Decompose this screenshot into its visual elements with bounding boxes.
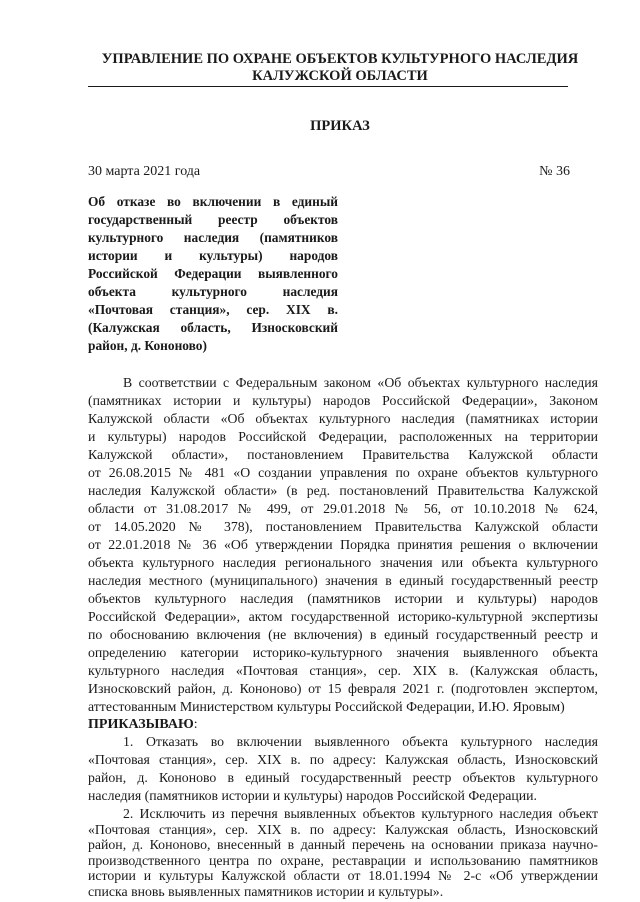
preamble-line: Калужской области», постановлением Правительства Калужской области <box>88 447 598 462</box>
preamble-line: В соответствии с Федеральным законом «Об объектах культурного наследия <box>123 375 598 390</box>
title-line: Об отказе во включении в единый <box>88 194 338 209</box>
item-line: 2. Исключить из перечня выявленных объектов культурного наследия объект <box>123 806 598 821</box>
preamble-line: аттестованным Министерством культуры Российской Федерации, И.Ю. Яровым) <box>88 699 565 714</box>
preamble-line: от 22.01.2018 № 36 «Об утверждении Порядка принятия решения о включении <box>88 537 598 552</box>
preamble-line: объектов культурного наследия (памятников истории и культуры) народов <box>88 591 598 606</box>
title-line: Российской Федерации выявленного <box>88 266 338 281</box>
header-underline <box>88 86 568 87</box>
title-line: объекта культурного наследия <box>88 284 338 299</box>
preamble-line: по обоснованию включения (не включения) в единый государственный реестр и <box>88 627 598 642</box>
preamble-line: (памятниках истории и культуры) народов Российской Федерации», Законом <box>88 393 598 408</box>
preamble-line: наследия местного (муниципального) значения в единый государственный реестр <box>88 573 598 588</box>
preamble-line: культурного наследия «Почтовая станция», сер. XIX в. (Калужская область, <box>88 663 598 678</box>
item-line: производственного центра по охране, реставрации и использованию памятников <box>88 852 598 868</box>
item-line: «Почтовая станция», сер. XIX в. по адресу: Калужская область, Износковский <box>88 821 598 837</box>
title-line: государственный реестр объектов <box>88 212 338 227</box>
item-line: район, д. Кононово в единый государственный реестр объектов культурного <box>88 770 598 785</box>
agency-name-line2: КАЛУЖСКОЙ ОБЛАСТИ <box>252 68 428 84</box>
order-word: ПРИКАЗЫВАЮ <box>88 717 194 732</box>
title-line: истории и культуры) народов <box>88 248 338 263</box>
document-date: 30 марта 2021 года <box>88 164 201 179</box>
document-number: № 36 <box>539 164 570 179</box>
item-line: списка вновь выявленных памятников истории и культуры». <box>88 883 444 899</box>
preamble-line: Износковский район, д. Кононово) от 15 февраля 2021 г. (подготовлен экспертом, <box>88 681 598 696</box>
preamble-line: Калужской области «Об объектах культурного наследия (памятниках истории <box>88 411 598 426</box>
preamble-line: области от 31.08.2017 № 499, от 29.01.2018 № 56, от 10.10.2018 № 624, <box>88 501 598 516</box>
preamble-line: объекта культурного наследия регионального значения или объекта культурного <box>88 555 598 570</box>
title-line: культурного наследия (памятников <box>88 230 338 245</box>
item-line: «Почтовая станция», сер. XIX в. по адресу: Калужская область, Износковский <box>88 752 598 767</box>
agency-name-line1: УПРАВЛЕНИЕ ПО ОХРАНЕ ОБЪЕКТОВ КУЛЬТУРНОГО НАСЛЕДИЯ <box>101 51 579 67</box>
preamble-line: Российской Федерации», актом государственной историко-культурной экспертизы <box>88 609 598 624</box>
item-line: район, д. Кононово, внесенный в данный перечень на основании приказа научно- <box>88 837 598 852</box>
order-heading <box>88 715 598 734</box>
order-colon: : <box>193 716 198 731</box>
preamble-line: определению категории историко-культурного значения выявленного объекта <box>88 645 598 660</box>
item-line: истории и культуры Калужской области от 18.01.1994 № 2-с «Об утверждении <box>88 868 598 883</box>
preamble-line: от 26.08.2015 № 481 «О создании управления по охране объектов культурного <box>88 465 598 480</box>
item-line: 1. Отказать во включении выявленного объекта культурного наследия <box>123 734 598 749</box>
document-type: ПРИКАЗ <box>310 118 370 134</box>
title-line: район, д. Кононово) <box>88 338 207 353</box>
title-line: (Калужская область, Износковский <box>88 320 338 335</box>
item-line: наследия (памятников истории и культуры) народов Российской Федерации. <box>88 788 537 803</box>
preamble-line: от 14.05.2020 № 378), постановлением Правительства Калужской области <box>88 519 598 534</box>
title-line: «Почтовая станция», сер. XIX в. <box>88 302 338 317</box>
preamble-line: и культуры) народов Российской Федерации, расположенных на территории <box>88 429 598 444</box>
preamble-line: наследия Калужской области» (в ред. постановлений Правительства Калужской <box>88 483 598 498</box>
